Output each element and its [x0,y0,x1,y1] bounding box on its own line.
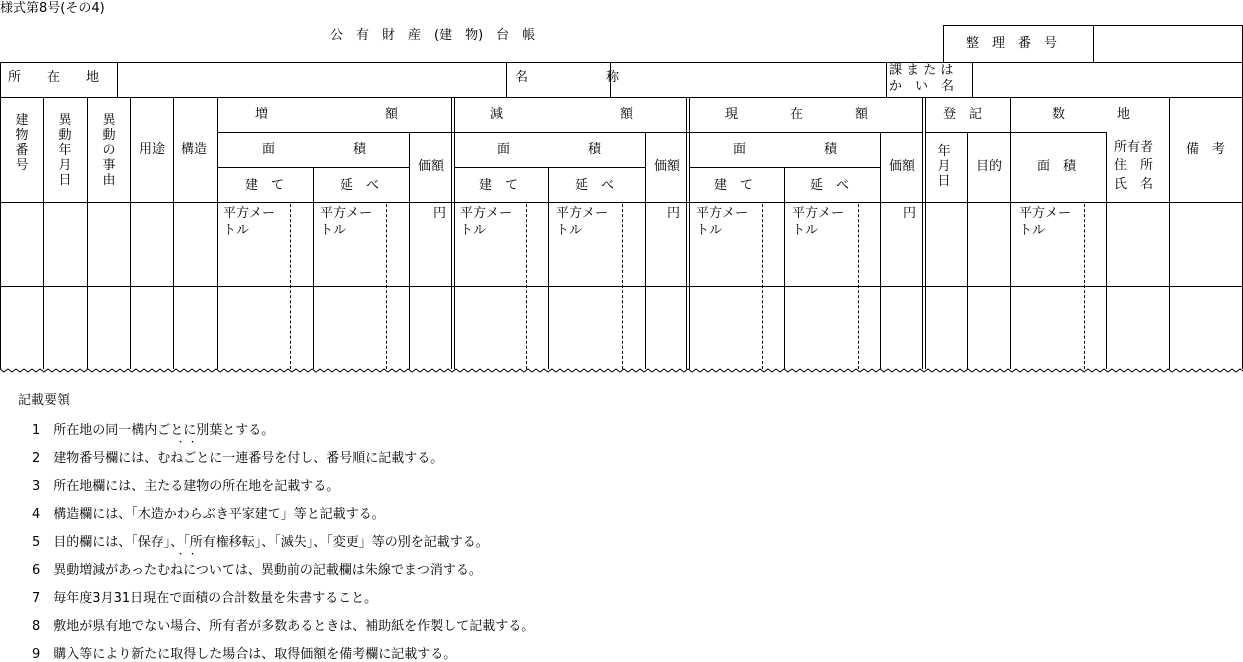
unit-current-tate: 平方メー トル [696,206,749,238]
header-increase-area: 面 積 [262,142,367,157]
header-building-no: 建物番号 [15,113,29,173]
header-structure: 構造 [181,142,208,157]
header-reg-date: 年月日 [937,144,951,189]
header-owner-2: 住 所 [1114,158,1154,173]
emphasis-dot: ・ [188,438,198,448]
notes-title: 記載要領 [18,393,71,408]
form-number: 様式第8号(その4) [0,1,105,16]
unit-increase-nobe: 平方メー トル [320,206,373,238]
unit-increase-yen: 円 [433,206,447,221]
note-6: 6 異動増減があったむねについては、異動前の記載欄は朱線でまつ消する。 [32,563,482,578]
header-owner-3: 氏 名 [1114,177,1154,192]
page-title: 公 有 財 産 (建 物) 台 帳 [330,28,536,43]
seiri-number-label: 整 理 番 号 [966,36,1058,51]
unit-decrease-yen: 円 [667,206,681,221]
header-site-area: 面 積 [1037,159,1077,174]
header-remarks: 備 考 [1186,142,1226,157]
unit-decrease-tate: 平方メー トル [460,206,513,238]
header-current-price: 価額 [889,159,916,174]
header-registration: 登 記 [943,107,983,122]
header-decrease-tate: 建 て [479,178,519,193]
header-decrease: 減 額 [490,107,634,122]
name-label: 名 称 [515,70,620,85]
unit-decrease-nobe: 平方メー トル [556,206,609,238]
header-purpose: 目的 [976,159,1003,174]
note-5: 5 目的欄には、「保存」、「所有権移転」、「滅失」、「変更」等の別を記載する。 [32,535,489,550]
note-4: 4 構造欄には、「木造かわらぶき平家建て」等と記載する。 [32,507,385,522]
header-usage: 用途 [139,142,166,157]
note-3: 3 所在地欄には、主たる建物の所在地を記載する。 [32,479,340,494]
note-2: 2 建物番号欄には、むねごとに一連番号を付し、番号順に記載する。 [32,451,444,466]
header-increase: 増 額 [255,107,399,122]
note-9: 9 購入等により新たに取得した場合は、取得価額を備考欄に記載する。 [32,647,457,662]
header-site: 数 地 [1052,107,1131,122]
cut-wave-line [0,366,1243,374]
emphasis-dot: ・ [176,550,186,560]
header-decrease-area: 面 積 [497,142,602,157]
unit-current-yen: 円 [903,206,917,221]
emphasis-dot: ・ [176,438,186,448]
unit-increase-tate: 平方メー トル [223,206,276,238]
header-current: 現 在 額 [725,107,869,122]
location-row [0,62,1243,98]
section-label-line1: 課 ま た は [889,63,954,78]
emphasis-dot: ・ [188,550,198,560]
unit-current-nobe: 平方メー トル [792,206,845,238]
header-current-area: 面 積 [733,142,838,157]
header-current-tate: 建 て [714,178,754,193]
note-8: 8 敷地が県有地でない場合、所有者が多数あるときは、補助紙を作製して記載する。 [32,619,535,634]
header-owner-1: 所有者 [1114,140,1154,155]
location-label: 所 在 地 [8,70,100,85]
header-decrease-nobe: 延 べ [575,178,615,193]
header-current-nobe: 延 べ [810,178,850,193]
header-increase-tate: 建 て [245,178,285,193]
note-1: 1 所在地の同一構内ごとに別葉とする。 [32,423,275,438]
section-label-line2: か い 名 [889,79,955,94]
header-decrease-price: 価額 [654,159,681,174]
header-change-date: 異動年月日 [58,113,72,188]
header-increase-price: 価額 [418,159,445,174]
header-increase-nobe: 延 べ [340,178,380,193]
header-change-reason: 異動の事由 [102,113,116,188]
note-7: 7 毎年度3月31日現在で面積の合計数量を朱書すること。 [32,591,378,606]
unit-site-area: 平方メー トル [1019,206,1072,238]
